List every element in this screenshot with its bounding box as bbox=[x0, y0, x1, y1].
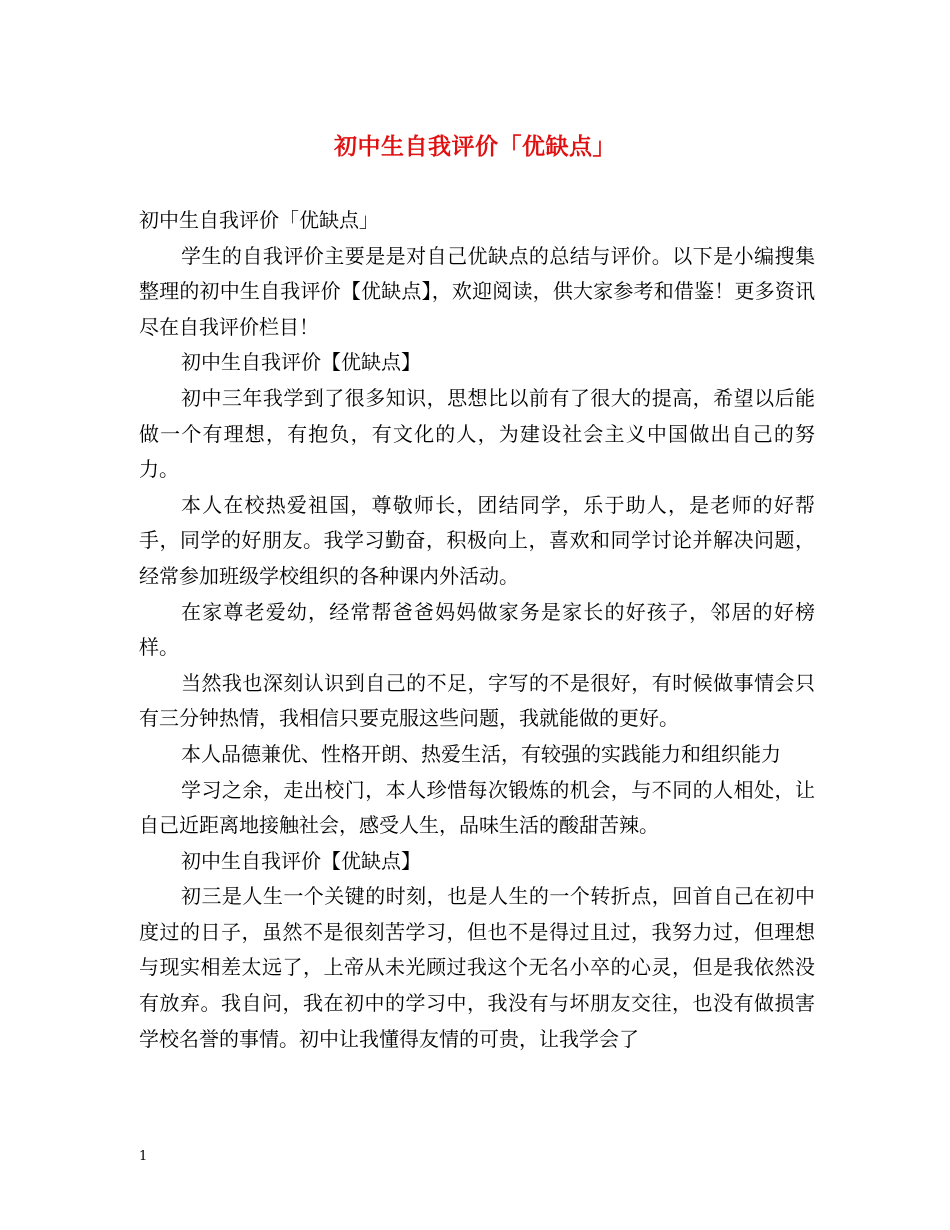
page-number: 1 bbox=[139, 1149, 148, 1164]
paragraph: 学生的自我评价主要是是对自己优缺点的总结与评价。以下是小编搜集整理的初中生自我评价【优缺点】，欢迎阅读，供大家参考和借鉴！更多资讯尽在自我评价栏目！ bbox=[139, 243, 815, 339]
section-heading: 初中生自我评价【优缺点】 bbox=[181, 350, 421, 375]
paragraph: 初中三年我学到了很多知识，思想比以前有了很大的提高，希望以后能做一个有理想，有抱负，有文化的人，为建设社会主义中国做出自己的努力。 bbox=[139, 385, 815, 482]
section-heading: 初中生自我评价【优缺点】 bbox=[181, 848, 421, 873]
document-title: 初中生自我评价「优缺点」 bbox=[334, 133, 616, 160]
paragraph: 初中生自我评价「优缺点」 bbox=[139, 208, 379, 232]
paragraph: 在家尊老爱幼，经常帮爸爸妈妈做家务是家长的好孩子，邻居的好榜样。 bbox=[139, 599, 815, 660]
paragraph: 本人在校热爱祖国，尊敬师长，团结同学，乐于助人，是老师的好帮手，同学的好朋友。我学习勤奋，积极向上，喜欢和同学讨论并解决问题，经常参加班级学校组织的各种课内外活动。 bbox=[139, 492, 815, 588]
document-body bbox=[139, 203, 815, 1057]
paragraph: 学习之余，走出校门，本人珍惜每次锻炼的机会，与不同的人相处，让自己近距离地接触社会，感受人生，品味生活的酸甜苦辣。 bbox=[139, 777, 815, 838]
paragraph: 本人品德兼优、性格开朗、热爱生活，有较强的实践能力和组织能力 bbox=[181, 741, 781, 766]
paragraph: 初三是人生一个关键的时刻，也是人生的一个转折点，回首自己在初中度过的日子，虽然不是很刻苦学习，但也不是得过且过，我努力过，但理想与现实相差太远了，上帝从未光顾过我这个无名小卒的心灵，但是我依然没有放弃。我自问，我在初中的学习中，我没有与坏朋友交往，也没有做损害学校名誉的事情。初中让我懂得友情的可贵，让我学会了 bbox=[139, 884, 815, 1051]
paragraph: 当然我也深刻认识到自己的不足，字写的不是很好，有时候做事情会只有三分钟热情，我相信只要克服这些问题，我就能做的更好。 bbox=[139, 670, 815, 731]
